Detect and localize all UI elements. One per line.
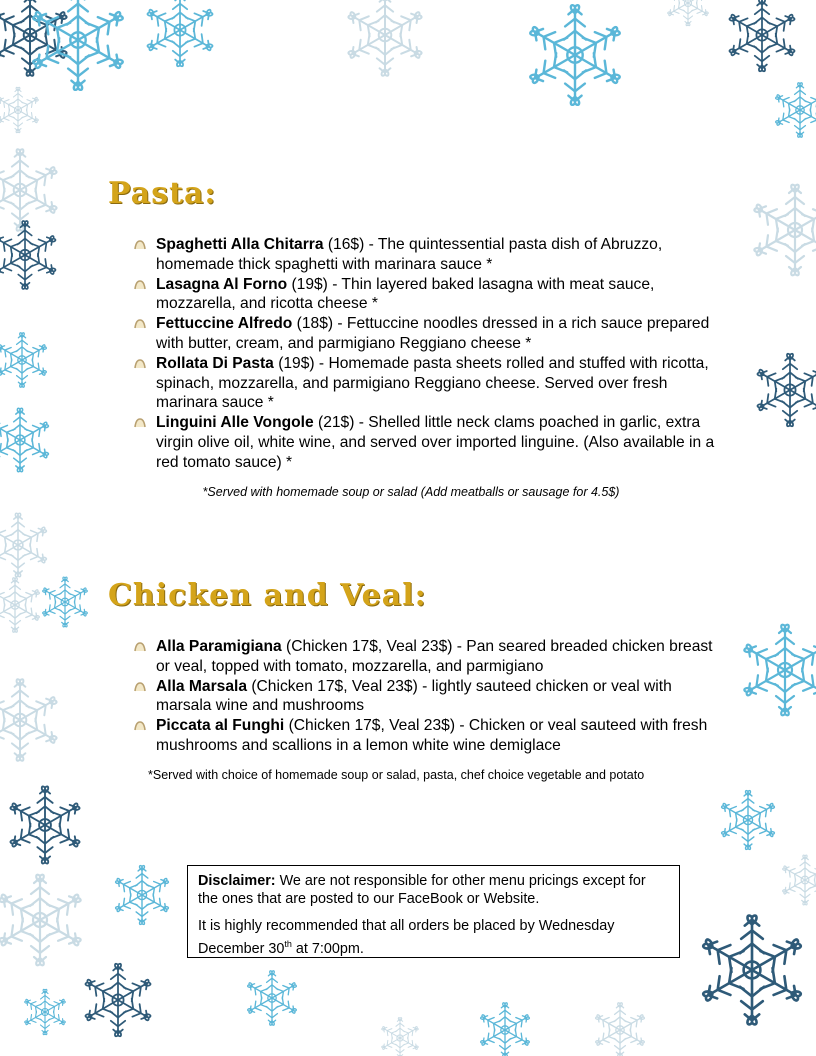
bullet-icon [134,721,146,731]
item-description: (Chicken 17$, Veal 23$) - Pan seared breaded chicken breast or veal, topped with tomato, mozzarella, and parmigiano [156,638,713,675]
item-description: (Chicken 17$, Veal 23$) - Chicken or veal sauteed with fresh mushrooms and scallions in a lemon white wine demiglace [156,717,708,754]
chicken-veal-menu-list [132,637,722,756]
order-deadline-paragraph [198,917,669,958]
disclaimer-label: Disclaimer: [198,873,276,889]
bullet-icon [134,642,146,652]
list-item [132,716,722,756]
disclaimer-text: We are not responsible for other menu pricings except for the ones that are posted to our FaceBook or Website. [198,873,646,907]
item-name: Piccata al Funghi [156,717,285,735]
list-item [132,314,722,354]
chicken-veal-footnote: *Served with choice of homemade soup or salad, pasta, chef choice vegetable and potato [148,768,645,782]
deadline-text: It is highly recommended that all orders be placed by Wednesday December 30 [198,918,615,957]
bullet-icon [134,280,146,290]
item-name: Fettuccine Alfredo [156,315,293,333]
chicken-veal-section-title: Chicken and Veal: [108,578,427,613]
list-item [132,275,722,315]
item-name: Linguini Alle Vongole [156,414,314,432]
disclaimer-box [187,865,680,958]
item-description: (19$) - Homemade pasta sheets rolled and stuffed with ricotta, spinach, mozzarella, and parmigiano Reggiano cheese. Served over fresh marinara sauce * [156,354,709,412]
disclaimer-paragraph [198,872,669,908]
item-description: (21$) - Shelled little neck clams poached in garlic, extra virgin olive oil, white wine, and served over imported linguine. (Also available in a red tomato sauce) * [156,414,715,471]
item-name: Alla Paramigiana [156,638,282,655]
bullet-icon [134,418,146,428]
list-item [132,235,722,275]
list-item [132,354,722,413]
pasta-menu-list [132,235,722,473]
bullet-icon [134,682,146,692]
item-description: (16$) - The quintessential pasta dish of Abruzzo, homemade thick spaghetti with marinara sauce * [156,236,663,273]
bullet-icon [134,359,146,369]
item-name: Spaghetti Alla Chitarra [156,236,324,253]
item-name: Alla Marsala [156,677,248,695]
item-description: (19$) - Thin layered baked lasagna with meat sauce, mozzarella, and ricotta cheese * [156,275,655,313]
pasta-footnote: *Served with homemade soup or salad (Add meatballs or sausage for 4.5$) [202,485,620,499]
item-description: (18$) - Fettuccine noodles dressed in a rich sauce prepared with butter, cream, and parmigiano Reggiano cheese * [156,315,710,352]
bullet-icon [134,240,146,250]
deadline-ordinal: th [284,939,292,949]
bullet-icon [134,319,146,329]
list-item [132,677,722,717]
item-name: Lasagna Al Forno [156,275,288,293]
list-item [132,637,722,677]
item-name: Rollata Di Pasta [156,354,274,372]
item-description: (Chicken 17$, Veal 23$) - lightly sauteed chicken or veal with marsala wine and mushrooms [156,677,672,715]
deadline-time: at 7:00pm. [291,940,364,957]
pasta-section-title: Pasta: [108,176,217,211]
list-item [132,413,722,472]
